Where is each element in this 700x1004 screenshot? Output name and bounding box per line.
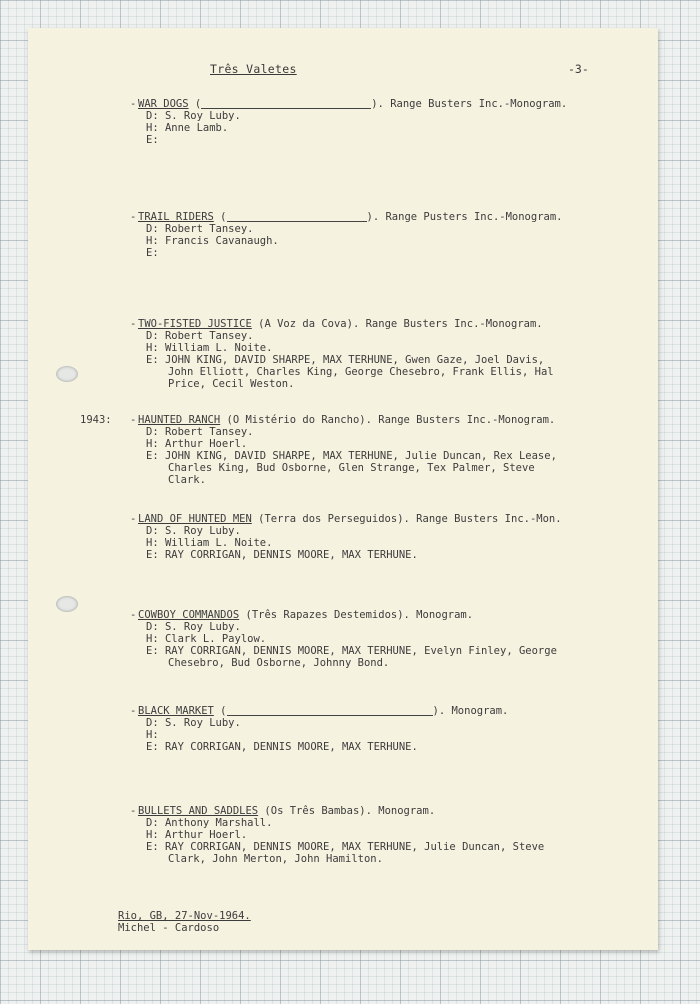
director-credit: D: Robert Tansey.	[146, 330, 254, 342]
subtitle-open: (	[213, 705, 227, 717]
writer-credit: H: Anne Lamb.	[146, 122, 229, 134]
punch-hole	[56, 366, 78, 382]
subtitle-open: (	[239, 609, 252, 621]
blank-title-line	[201, 108, 371, 109]
film-title-line	[80, 414, 658, 426]
director-credit: D: Robert Tansey.	[146, 426, 254, 438]
cast-line: Clark, John Merton, John Hamilton.	[168, 853, 383, 865]
film-entry	[130, 805, 658, 865]
film-title: BLACK MARKET	[138, 705, 214, 717]
film-title-line	[130, 211, 658, 223]
studio-info: ). Range Busters Inc.-Monogram.	[359, 414, 556, 426]
writer-credit: H: Arthur Hoerl.	[146, 829, 248, 841]
film-title: HAUNTED RANCH	[138, 414, 221, 426]
bullet-dash: -	[130, 98, 137, 110]
director-credit: D: S. Roy Luby.	[146, 525, 241, 537]
footer-place-date: Rio, GB, 27-Nov-1964.	[118, 910, 251, 922]
film-title: COWBOY COMMANDOS	[138, 609, 240, 621]
studio-info: ). Monogram.	[397, 609, 474, 621]
bullet-dash: -	[130, 705, 137, 717]
director-credit: D: Robert Tansey.	[146, 223, 254, 235]
page-number: -3-	[568, 62, 589, 76]
cast-line: Charles King, Bud Osborne, Glen Strange, Tex Palmer, Steve	[168, 462, 535, 474]
writer-credit: H: William L. Noite.	[146, 537, 273, 549]
film-entry	[130, 211, 658, 259]
writer-credit: H:	[146, 729, 159, 741]
director-credit: D: S. Roy Luby.	[146, 621, 241, 633]
film-title: TRAIL RIDERS	[138, 211, 214, 223]
writer-credit: H: Arthur Hoerl.	[146, 438, 248, 450]
subtitle-open: (	[220, 414, 233, 426]
studio-info: ). Range Busters Inc.-Monogram.	[371, 98, 568, 110]
film-entry	[80, 414, 658, 486]
cast-line: E: RAY CORRIGAN, DENNIS MOORE, MAX TERHUNE, Julie Duncan, Steve	[146, 841, 545, 853]
film-title-line	[130, 98, 658, 110]
bullet-dash: -	[130, 211, 137, 223]
blank-title-line	[227, 221, 367, 222]
film-title: WAR DOGS	[138, 98, 189, 110]
writer-credit: H: Francis Cavanaugh.	[146, 235, 279, 247]
cast-line: E: RAY CORRIGAN, DENNIS MOORE, MAX TERHUNE, Evelyn Finley, George	[146, 645, 557, 657]
page-title: Três Valetes	[210, 62, 297, 76]
cast-line: E:	[146, 134, 159, 146]
portuguese-title: A Voz da Cova	[264, 318, 347, 330]
subtitle-open: (	[213, 211, 227, 223]
director-credit: D: S. Roy Luby.	[146, 110, 241, 122]
director-credit: D: S. Roy Luby.	[146, 717, 241, 729]
studio-info: ). Range Busters Inc.-Monogram.	[346, 318, 543, 330]
bullet-dash: -	[130, 414, 137, 426]
cast-line: E:	[146, 247, 159, 259]
subtitle-open: (	[251, 513, 265, 525]
film-title-line	[130, 513, 658, 525]
cast-line: E: JOHN KING, DAVID SHARPE, MAX TERHUNE, Gwen Gaze, Joel Davis,	[146, 354, 545, 366]
cast-line: Price, Cecil Weston.	[168, 378, 295, 390]
studio-info: ). Monogram.	[432, 705, 509, 717]
portuguese-title: Terra dos Perseguidos	[264, 513, 398, 525]
portuguese-title: Três Rapazes Destemidos	[251, 609, 398, 621]
film-title: TWO-FISTED JUSTICE	[138, 318, 252, 330]
cast-line: Clark.	[168, 474, 206, 486]
studio-info: ). Range Busters Inc.-Mon.	[397, 513, 562, 525]
subtitle-open: (	[251, 318, 265, 330]
subtitle-open: (	[258, 805, 271, 817]
bullet-dash: -	[130, 805, 137, 817]
film-entry	[130, 609, 658, 669]
studio-info: ). Monogram.	[359, 805, 436, 817]
document-page	[28, 28, 658, 950]
film-entry	[130, 513, 658, 561]
footer	[118, 910, 251, 934]
studio-info: ). Range Pusters Inc.-Monogram.	[366, 211, 563, 223]
film-entry	[130, 705, 658, 753]
film-title-line	[130, 609, 658, 621]
cast-line: John Elliott, Charles King, George Chesebro, Frank Ellis, Hal	[168, 366, 554, 378]
bullet-dash: -	[130, 513, 137, 525]
writer-credit: H: Clark L. Paylow.	[146, 633, 267, 645]
bullet-dash: -	[130, 318, 137, 330]
director-credit: D: Anthony Marshall.	[146, 817, 273, 829]
cast-line: E: JOHN KING, DAVID SHARPE, MAX TERHUNE, Julie Duncan, Rex Lease,	[146, 450, 557, 462]
film-entry	[130, 98, 658, 146]
portuguese-title: O Mistério do Rancho	[232, 414, 360, 426]
film-entry	[130, 318, 658, 390]
bullet-dash: -	[130, 609, 137, 621]
footer-signature: Michel - Cardoso	[118, 922, 220, 934]
film-title: BULLETS AND SADDLES	[138, 805, 259, 817]
blank-title-line	[227, 715, 433, 716]
film-title-line	[130, 705, 658, 717]
film-title-line	[130, 805, 658, 817]
film-title-line	[130, 318, 658, 330]
punch-hole	[56, 596, 78, 612]
cast-line: E: RAY CORRIGAN, DENNIS MOORE, MAX TERHUNE.	[146, 741, 418, 753]
cast-line: E: RAY CORRIGAN, DENNIS MOORE, MAX TERHUNE.	[146, 549, 418, 561]
film-title: LAND OF HUNTED MEN	[138, 513, 252, 525]
portuguese-title: Os Três Bambas	[270, 805, 360, 817]
subtitle-open: (	[188, 98, 202, 110]
writer-credit: H: William L. Noite.	[146, 342, 273, 354]
release-year: 1943:	[80, 414, 112, 426]
cast-line: Chesebro, Bud Osborne, Johnny Bond.	[168, 657, 390, 669]
